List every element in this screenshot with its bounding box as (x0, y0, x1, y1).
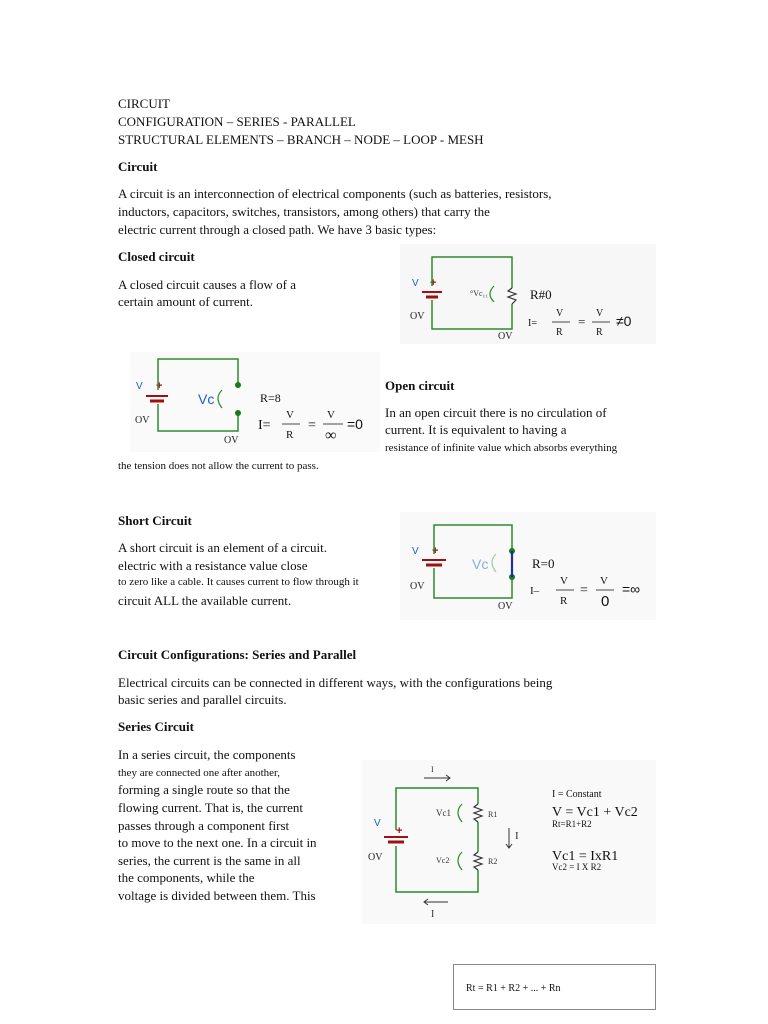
circuit-text-line: electric current through a closed path. We have 3 basic types: (118, 222, 437, 237)
svg-text:Vc: Vc (472, 556, 489, 572)
series-text-line: flowing current. That is, the current (118, 800, 303, 815)
circuit-text-line: A circuit is an interconnection of electrical components (such as batteries, resistors, (118, 186, 552, 201)
short-text-line: to zero like a cable. It causes current to flow through it (118, 576, 359, 588)
svg-text:R=8: R=8 (260, 391, 281, 405)
config-heading: Circuit Configurations: Series and Parallel (118, 647, 357, 662)
svg-text:OV: OV (410, 581, 425, 592)
svg-text:=: = (580, 583, 588, 598)
open-text-tail: the tension does not allow the current to pass. (118, 460, 319, 472)
svg-text:Vc1: Vc1 (436, 808, 451, 818)
svg-text:=: = (308, 418, 316, 433)
svg-text:I: I (515, 830, 519, 842)
series-text-line: voltage is divided between them. This (118, 888, 316, 903)
series-text-line: In a series circuit, the components (118, 747, 296, 762)
svg-text:+: + (432, 545, 439, 557)
node-dot (235, 410, 241, 416)
series-text-line: passes through a component first (118, 818, 290, 833)
closed-text-line: certain amount of current. (118, 294, 253, 309)
svg-text:≠0: ≠0 (616, 313, 632, 329)
svg-text:R1: R1 (488, 810, 498, 819)
resistance-label: R#0 (530, 287, 552, 302)
total-resistance-formula: Rt = R1 + R2 + ... + Rn (466, 983, 561, 994)
svg-text:OV: OV (368, 852, 383, 863)
header-line-2: CONFIGURATION – SERIES - PARALLEL (118, 114, 356, 129)
voltage-arc-icon (490, 286, 494, 302)
series-heading: Series Circuit (118, 719, 194, 734)
series-text-line: series, the current is the same in all (118, 853, 301, 868)
short-circuit-heading: Short Circuit (118, 513, 192, 528)
vc-label: Vc (198, 391, 215, 407)
svg-text:V: V (327, 409, 335, 421)
node-dot (235, 382, 241, 388)
short-text-line: electric with a resistance value close (118, 558, 308, 573)
svg-text:OV: OV (498, 601, 513, 612)
short-text-line: A short circuit is an element of a circuit. (118, 540, 328, 555)
svg-text:+: + (156, 380, 163, 392)
resistor-icon (508, 288, 516, 304)
config-text-line: basic series and parallel circuits. (118, 692, 287, 707)
config-text-line: Electrical circuits can be connected in different ways, with the configurations being (118, 675, 553, 690)
open-text-line: current. It is equivalent to having a (385, 422, 567, 437)
ov-label: OV (498, 331, 513, 342)
svg-text:∞: ∞ (325, 427, 337, 444)
svg-text:I: I (431, 765, 434, 774)
svg-text:I = Constant: I = Constant (552, 789, 602, 800)
series-circuit-diagram (362, 760, 656, 924)
series-text-line: forming a single route so that the (118, 782, 290, 797)
svg-text:Rt=R1+R2: Rt=R1+R2 (552, 819, 592, 829)
svg-text:=0: =0 (347, 416, 363, 432)
wire (432, 257, 512, 288)
header-line-3: STRUCTURAL ELEMENTS – BRANCH – NODE – LOOP - MESH (118, 132, 484, 147)
svg-text:I: I (431, 909, 435, 920)
resistor-icon (474, 804, 482, 822)
ov-label: OV (410, 311, 425, 322)
circuit-heading: Circuit (118, 159, 158, 174)
voltage-label: V (412, 278, 419, 289)
short-text-line: circuit ALL the available current. (118, 593, 292, 608)
svg-text:V: V (286, 409, 294, 421)
svg-text:OV: OV (224, 435, 239, 446)
wire (432, 300, 512, 329)
closed-circuit-heading: Closed circuit (118, 249, 195, 264)
svg-text:V = Vc1 + Vc2: V = Vc1 + Vc2 (552, 805, 638, 820)
svg-text:R: R (556, 327, 563, 338)
series-text-line: the components, while the (118, 870, 255, 885)
svg-text:Vc1 = IxR1: Vc1 = IxR1 (552, 849, 619, 864)
svg-text:=: = (578, 314, 586, 329)
svg-text:Vc2 = I X R2: Vc2 = I X R2 (552, 862, 602, 872)
svg-text:R2: R2 (488, 857, 498, 866)
svg-text:OV: OV (135, 415, 150, 426)
svg-text:V: V (556, 308, 564, 319)
vc-label: °Vc₁₁ (470, 289, 489, 298)
svg-text:R: R (286, 429, 294, 441)
svg-text:V: V (412, 546, 419, 557)
series-text-line: they are connected one after another, (118, 767, 281, 779)
series-text-line: to move to the next one. In a circuit in (118, 835, 317, 850)
svg-text:R=0: R=0 (532, 556, 555, 571)
svg-text:0: 0 (601, 593, 610, 610)
svg-text:V: V (600, 575, 608, 587)
svg-text:Vc2: Vc2 (436, 856, 450, 865)
svg-text:I–: I– (530, 585, 540, 597)
header-line-1: CIRCUIT (118, 96, 170, 111)
svg-text:R: R (596, 327, 603, 338)
svg-text:R: R (560, 595, 568, 607)
open-text-line: In an open circuit there is no circulation of (385, 405, 607, 420)
svg-text:V: V (374, 818, 381, 829)
closed-text-line: A closed circuit causes a flow of a (118, 277, 296, 292)
current-label: I= (528, 318, 537, 329)
svg-text:V: V (560, 575, 568, 587)
open-circuit-diagram (130, 352, 380, 452)
open-text-line: resistance of infinite value which absorbs everything (385, 442, 618, 454)
closed-circuit-diagram (400, 244, 656, 344)
svg-text:=∞: =∞ (622, 581, 641, 597)
svg-text:I=: I= (258, 418, 271, 433)
svg-text:V: V (136, 381, 143, 392)
formula-box (453, 964, 656, 1010)
resistor-icon (474, 852, 482, 870)
short-circuit-diagram (400, 512, 656, 620)
svg-text:V: V (596, 308, 604, 319)
svg-text:+: + (396, 825, 403, 837)
plus-sign: + (430, 277, 437, 289)
circuit-text-line: inductors, capacitors, switches, transistors, among others) that carry the (118, 204, 490, 219)
open-circuit-heading: Open circuit (385, 378, 455, 393)
